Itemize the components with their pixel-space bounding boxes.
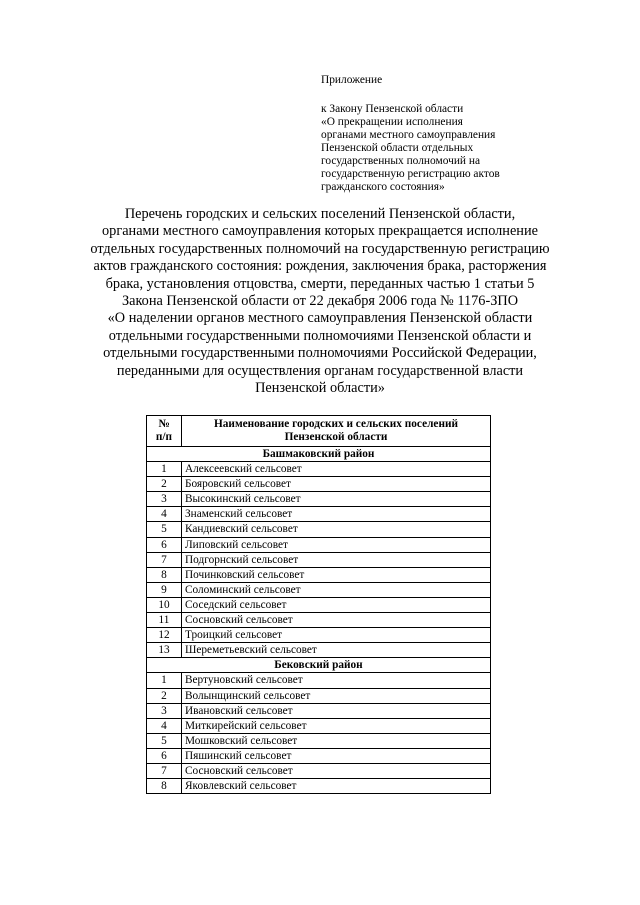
document-heading: [60, 206, 580, 397]
district-row: [147, 447, 491, 462]
row-number: 8: [147, 779, 182, 794]
settlement-name: Троицкий сельсовет: [182, 628, 491, 643]
table-row: [147, 628, 491, 643]
row-number: 10: [147, 597, 182, 612]
table-row: [147, 567, 491, 582]
row-number: 4: [147, 718, 182, 733]
settlement-name: Шереметьевский сельсовет: [182, 643, 491, 658]
row-number: 7: [147, 552, 182, 567]
row-number: 7: [147, 763, 182, 778]
district-name: Бековский район: [147, 658, 491, 673]
settlement-name: Соседский сельсовет: [182, 597, 491, 612]
row-number: 5: [147, 733, 182, 748]
column-header-number: [147, 416, 182, 447]
appendix-line: государственную регистрацию актов: [321, 168, 500, 180]
heading-line: отдельными государственными полномочиями Пензенской области и: [108, 327, 532, 344]
settlement-name: Пяшинский сельсовет: [182, 748, 491, 763]
table-row: [147, 779, 491, 794]
heading-line: органами местного самоуправления которых прекращается исполнение: [102, 223, 538, 240]
appendix-line: «О прекращении исполнения: [321, 116, 463, 128]
settlement-name: Бояровский сельсовет: [182, 477, 491, 492]
table-row: [147, 462, 491, 477]
settlement-name: Миткирейский сельсовет: [182, 718, 491, 733]
settlement-name: Починковский сельсовет: [182, 567, 491, 582]
header-name-line2: Пензенской области: [284, 431, 388, 443]
table-row: [147, 582, 491, 597]
table-row: [147, 507, 491, 522]
table-row: [147, 492, 491, 507]
settlement-name: Подгорнский сельсовет: [182, 552, 491, 567]
table-row: [147, 522, 491, 537]
heading-line: брака, установления отцовства, смерти, переданных частью 1 статьи 5: [105, 275, 535, 292]
row-number: 4: [147, 507, 182, 522]
header-name-line1: Наименование городских и сельских поселений: [214, 418, 458, 430]
row-number: 6: [147, 537, 182, 552]
district-name: Башмаковский район: [147, 447, 491, 462]
appendix-line: Пензенской области отдельных: [321, 142, 474, 154]
appendix-line: к Закону Пензенской области: [321, 103, 464, 115]
heading-line: Пензенской области»: [255, 380, 385, 397]
settlement-name: Кандиевский сельсовет: [182, 522, 491, 537]
table-row: [147, 703, 491, 718]
row-number: 1: [147, 673, 182, 688]
heading-line: переданными для осуществления органам государственной власти: [116, 362, 524, 379]
row-number: 9: [147, 582, 182, 597]
table-row: [147, 733, 491, 748]
table-row: [147, 552, 491, 567]
table-row: [147, 763, 491, 778]
table-row: [147, 748, 491, 763]
row-number: 6: [147, 748, 182, 763]
settlement-name: Ивановский сельсовет: [182, 703, 491, 718]
appendix-line: гражданского состояния»: [321, 181, 445, 193]
settlement-name: Соломинский сельсовет: [182, 582, 491, 597]
row-number: 1: [147, 462, 182, 477]
row-number: 3: [147, 492, 182, 507]
settlement-name: Мошковский сельсовет: [182, 733, 491, 748]
appendix-line: органами местного самоуправления: [321, 129, 496, 141]
appendix-line: государственных полномочий на: [321, 155, 481, 167]
appendix-reference: [321, 103, 551, 194]
settlement-name: Сосновский сельсовет: [182, 763, 491, 778]
settlements-table: [146, 415, 491, 794]
table-row: [147, 643, 491, 658]
appendix-note: [321, 74, 551, 194]
settlement-name: Сосновский сельсовет: [182, 613, 491, 628]
row-number: 11: [147, 613, 182, 628]
heading-line: отдельными государственными полномочиями Российской Федерации,: [103, 345, 537, 362]
settlement-name: Знаменский сельсовет: [182, 507, 491, 522]
table-row: [147, 673, 491, 688]
row-number: 13: [147, 643, 182, 658]
row-number: 2: [147, 477, 182, 492]
table-row: [147, 688, 491, 703]
heading-line: Перечень городских и сельских поселений Пензенской области,: [124, 206, 516, 222]
district-row: [147, 658, 491, 673]
appendix-title: Приложение: [321, 74, 383, 86]
heading-line: Закона Пензенской области от 22 декабря 2006 года № 1176-ЗПО: [121, 293, 519, 310]
settlement-name: Яковлевский сельсовет: [182, 779, 491, 794]
table-row: [147, 597, 491, 612]
row-number: 2: [147, 688, 182, 703]
row-number: 5: [147, 522, 182, 537]
table-body: [147, 447, 491, 794]
header-number-line1: №: [158, 418, 170, 430]
table-row: [147, 537, 491, 552]
heading-line: актов гражданского состояния: рождения, заключения брака, расторжения: [93, 258, 547, 275]
header-number-line2: п/п: [155, 431, 173, 443]
settlement-name: Высокинский сельсовет: [182, 492, 491, 507]
row-number: 8: [147, 567, 182, 582]
heading-line: отдельных государственных полномочий на государственную регистрацию: [90, 240, 550, 257]
settlement-name: Алексеевский сельсовет: [182, 462, 491, 477]
table-row: [147, 477, 491, 492]
row-number: 12: [147, 628, 182, 643]
settlement-name: Волынщинский сельсовет: [182, 688, 491, 703]
settlement-name: Вертуновский сельсовет: [182, 673, 491, 688]
table-row: [147, 613, 491, 628]
heading-line: «О наделении органов местного самоуправления Пензенской области: [107, 310, 533, 327]
row-number: 3: [147, 703, 182, 718]
column-header-name: [182, 416, 491, 447]
table-row: [147, 718, 491, 733]
settlement-name: Липовский сельсовет: [182, 537, 491, 552]
table-header-row: [147, 416, 491, 447]
